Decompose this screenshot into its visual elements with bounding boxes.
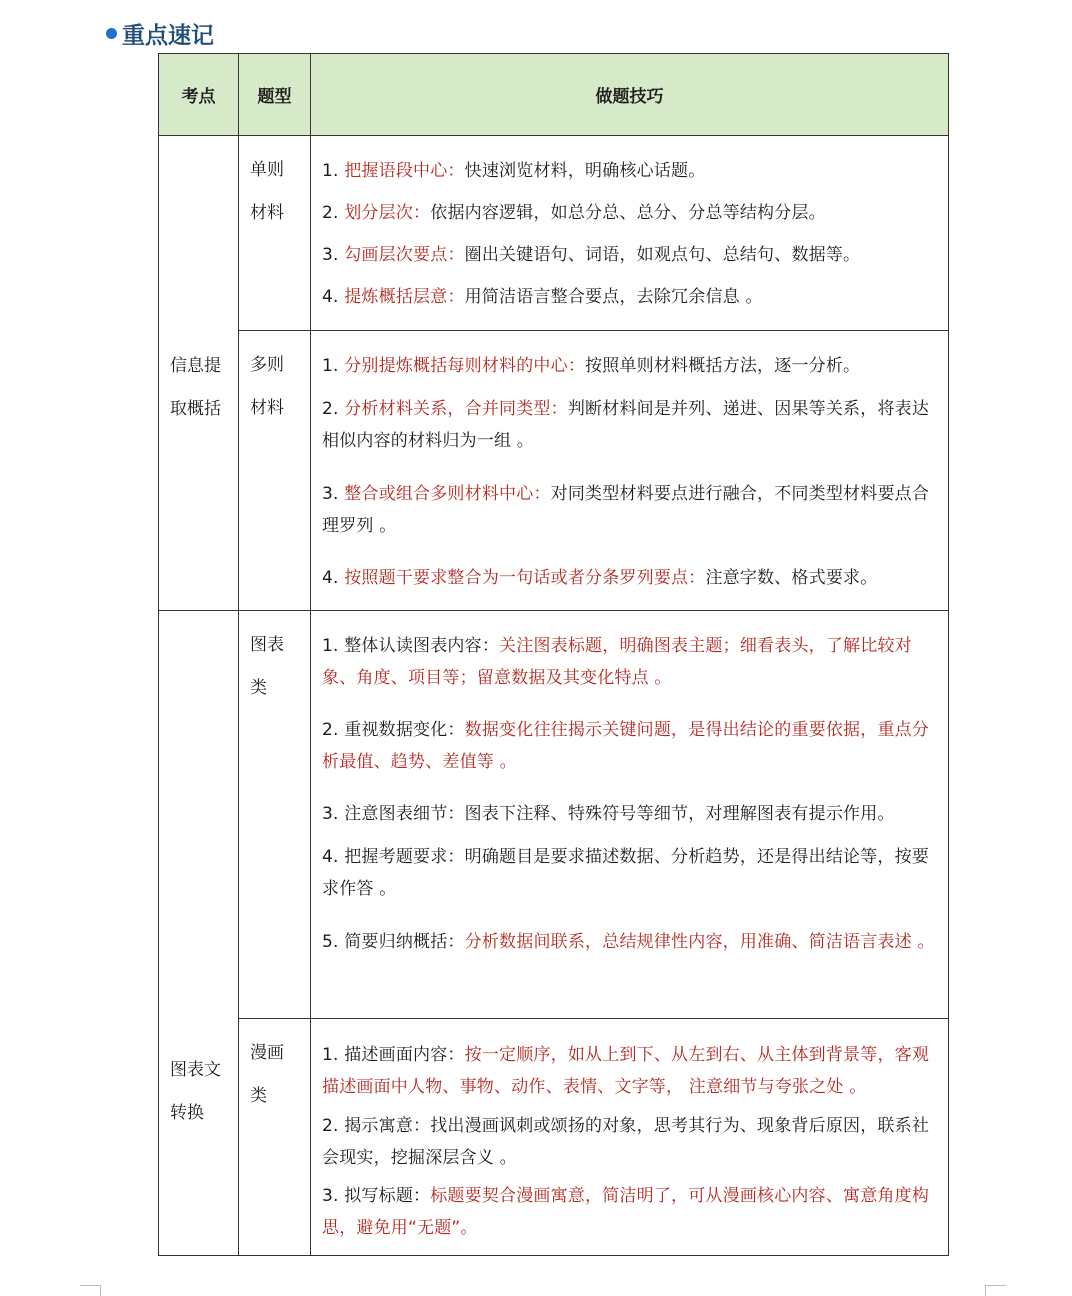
type-cell xyxy=(238,1018,311,1256)
point-label: 图表文转换 xyxy=(170,1060,221,1123)
tip-item: 2. 划分层次：依据内容逻辑，如总分总、总分、分总等结构分层。 xyxy=(322,203,826,223)
tip-item: 3. 拟写标题：标题要契合漫画寓意，简洁明了，可从漫画核心内容、寓意角度构思，避免用“无题”。 xyxy=(322,1186,930,1238)
type-cell xyxy=(238,135,311,331)
tips-table xyxy=(158,53,949,1256)
type-cell xyxy=(238,330,311,611)
tip-item: 2. 重视数据变化：数据变化往往揭示关键问题，是得出结论的重要依据，重点分析最值、趋势、差值等 。 xyxy=(322,720,930,772)
tip-item: 1. 描述画面内容：按一定顺序，如从上到下、从左到右、从主体到背景等，客观描述画面中人物、事物、动作、表情、文字等， 注意细节与夸张之处 。 xyxy=(322,1045,930,1097)
page-corner-mark xyxy=(985,1285,1006,1296)
tip-item: 2. 分析材料关系，合并同类型：判断材料间是并列、递进、因果等关系，将表达相似内容的材料归为一组 。 xyxy=(322,399,930,451)
header-col-point: 考点 xyxy=(158,53,239,136)
tip-item: 1. 把握语段中心：快速浏览材料，明确核心话题。 xyxy=(322,161,706,181)
tips-cell xyxy=(310,135,949,331)
tip-item: 3. 注意图表细节：图表下注释、特殊符号等细节，对理解图表有提示作用。 xyxy=(322,804,895,824)
point-cell xyxy=(158,135,239,611)
tips-cell xyxy=(310,1018,949,1256)
section-heading xyxy=(106,16,214,50)
tip-item: 4. 按照题干要求整合为一句话或者分条罗列要点：注意字数、格式要求。 xyxy=(322,568,878,588)
tip-item: 3. 勾画层次要点：圈出关键语句、词语，如观点句、总结句、数据等。 xyxy=(322,245,861,265)
header-col-type: 题型 xyxy=(238,53,311,136)
type-cell xyxy=(238,610,311,1019)
section-heading-text: 重点速记 xyxy=(122,22,214,49)
tip-item: 1. 整体认读图表内容：关注图表标题，明确图表主题；细看表头，了解比较对象、角度、项目等；留意数据及其变化特点 。 xyxy=(322,636,912,688)
tip-item: 2. 揭示寓意：找出漫画讽刺或颂扬的对象，思考其行为、现象背后原因，联系社会现实，挖掘深层含义 。 xyxy=(322,1116,930,1168)
type-label: 多则材料 xyxy=(250,355,284,418)
type-label: 图表类 xyxy=(250,635,284,698)
point-cell xyxy=(158,610,239,1256)
type-label: 单则材料 xyxy=(250,160,284,223)
point-label: 信息提取概括 xyxy=(170,356,221,419)
type-label: 漫画类 xyxy=(250,1043,284,1106)
tips-cell xyxy=(310,610,949,1019)
tip-item: 3. 整合或组合多则材料中心：对同类型材料要点进行融合，不同类型材料要点合理罗列 。 xyxy=(322,484,930,536)
tip-item: 4. 把握考题要求：明确题目是要求描述数据、分析趋势，还是得出结论等，按要求作答 。 xyxy=(322,847,930,899)
tips-cell xyxy=(310,330,949,611)
header-col-tips: 做题技巧 xyxy=(310,53,949,136)
bullet-dot-icon xyxy=(106,28,117,39)
tip-item: 5. 简要归纳概括：分析数据间联系，总结规律性内容，用准确、简洁语言表述 。 xyxy=(322,932,935,952)
tip-item: 1. 分别提炼概括每则材料的中心：按照单则材料概括方法，逐一分析。 xyxy=(322,356,861,376)
tip-item: 4. 提炼概括层意：用简洁语言整合要点，去除冗余信息 。 xyxy=(322,287,763,307)
page-corner-mark xyxy=(80,1285,101,1296)
